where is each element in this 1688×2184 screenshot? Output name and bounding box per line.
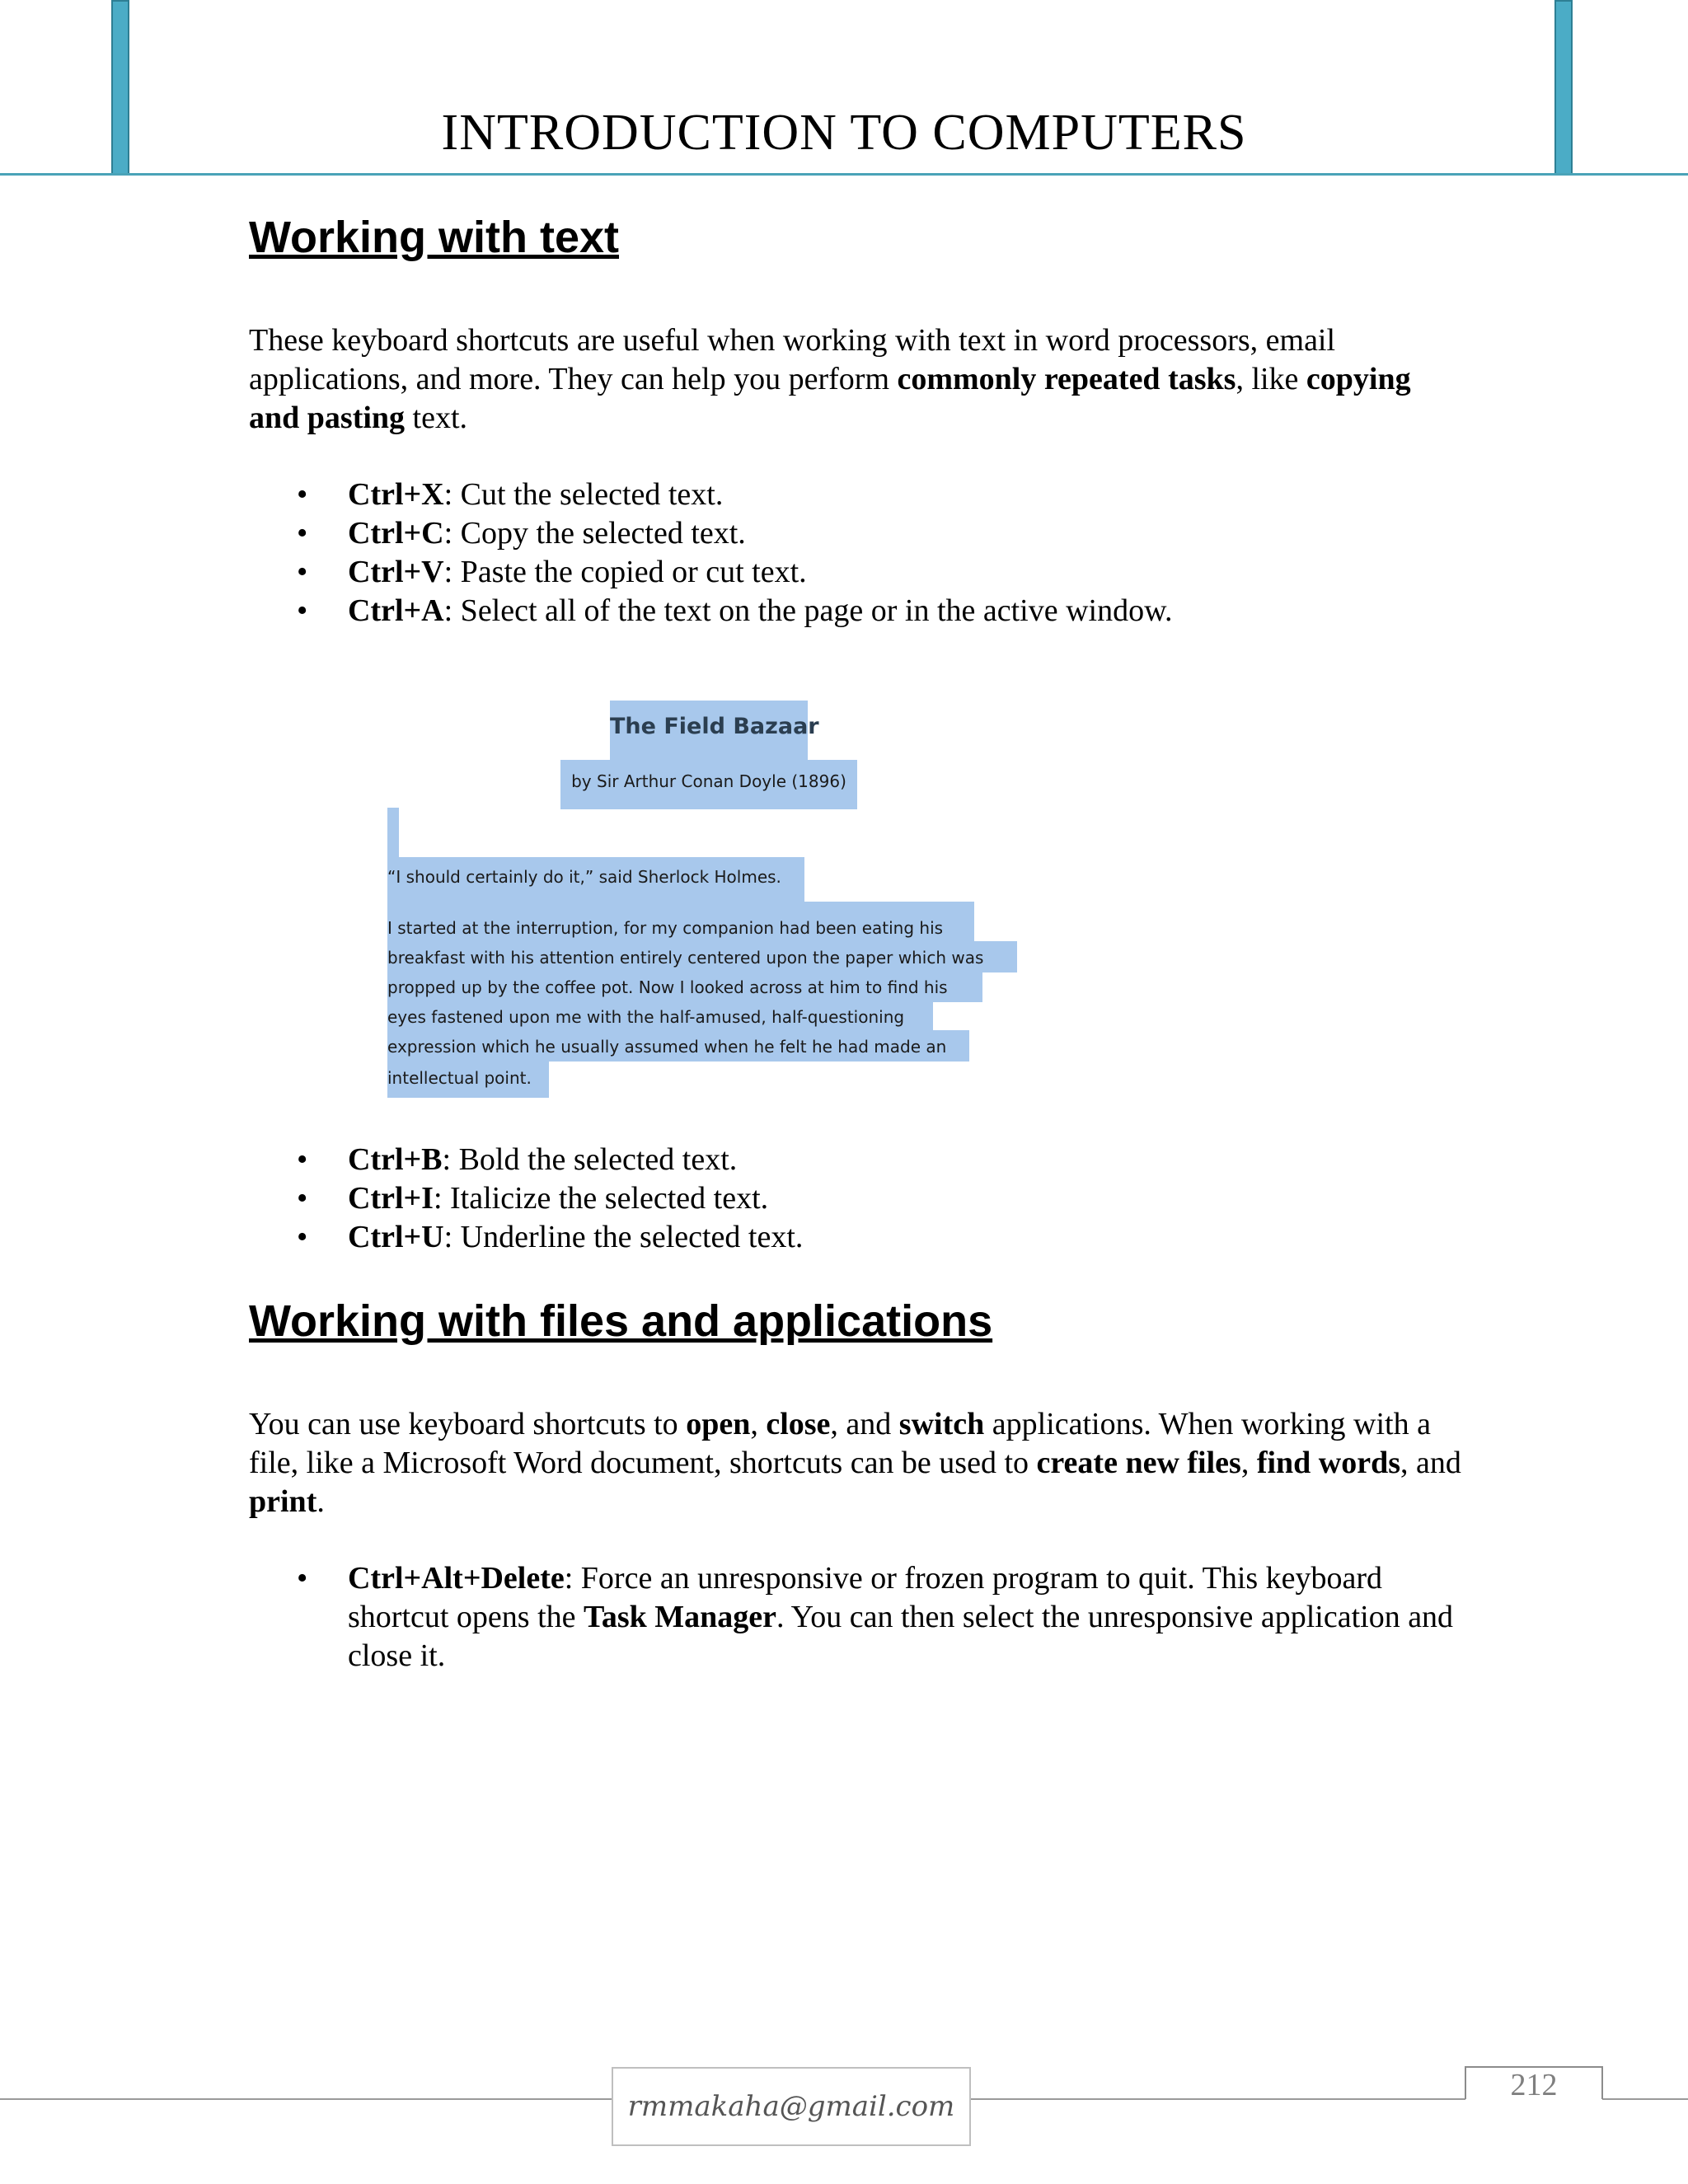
header-divider [0,173,1688,176]
section-heading-working-with-text: Working with text [249,213,620,262]
shortcut-key: Ctrl+V [348,555,444,589]
shortcut-description: : Select all of the text on the page or in the active window. [443,593,1173,628]
page-content [249,204,1469,1675]
bullet-icon: • [297,1142,308,1177]
shortcut-list-text-a [249,476,1469,630]
shortcut-item [249,1141,1469,1179]
selected-text-screenshot [387,701,1047,1113]
figure-line: intellectual point. [387,1068,532,1088]
shortcut-description: : Italicize the selected text. [433,1181,769,1216]
bullet-icon: • [297,1561,308,1596]
bold-term: copying and pasting [249,362,1411,435]
shortcut-item [249,592,1469,630]
footer-divider-left [0,2098,613,2100]
shortcut-item [249,553,1469,592]
bullet-icon: • [297,593,308,628]
shortcut-description: : Bold the selected text. [442,1142,738,1177]
figure-line: expression which he usually assumed when he felt he had made an [387,1037,947,1057]
shortcut-list-files [249,1559,1469,1675]
shortcut-key: Ctrl+A [348,593,444,628]
shortcut-description: : Paste the copied or cut text. [443,555,807,589]
bold-term: switch [898,1407,985,1441]
selection-highlight [387,902,974,912]
figure-line: eyes fastened upon me with the half-amused, half-questioning [387,1007,905,1027]
bullet-icon: • [297,1181,308,1216]
figure-line: breakfast with his attention entirely centered upon the paper which was [387,948,984,968]
footer-email: rmmakaha@gmail.com [612,2067,971,2146]
bold-term: create new files [1036,1446,1241,1480]
selection-highlight [387,808,399,859]
figure-byline: by Sir Arthur Conan Doyle (1896) [571,771,846,791]
shortcut-key: Ctrl+X [348,477,444,512]
section-heading-files-and-applications: Working with files and applications [249,1296,993,1346]
shortcut-item [249,1179,1469,1218]
page-number: 212 [1510,2068,1558,2102]
page-header-title: INTRODUCTION TO COMPUTERS [441,105,1247,161]
figure-line: I started at the interruption, for my companion had been eating his [387,918,944,938]
section2-intro: You can use keyboard shortcuts to open, close, and switch applications. When working with a file, like a Microsoft Word document, shortcuts can be used to create new files, find words, and print. [249,1407,1461,1519]
bullet-icon: • [297,1220,308,1254]
shortcut-item [249,514,1469,553]
bullet-icon: • [297,477,308,512]
footer-divider-right [1602,2098,1688,2100]
bold-term: open [686,1407,751,1441]
shortcut-item: • Ctrl+Alt+Delete: Force an unresponsive or frozen program to quit. This keyboard shortcut opens the Task Manager. You can then select the unresponsive application and close it. [297,1561,1454,1673]
shortcut-item [249,476,1469,514]
shortcut-key: Ctrl+I [348,1181,434,1216]
shortcut-list-text-b [249,1141,1469,1257]
footer-divider-middle [971,2098,1465,2100]
bold-term: close [766,1407,831,1441]
bold-term: commonly repeated tasks [897,362,1236,396]
shortcut-key: Ctrl+C [348,516,444,551]
shortcut-key: Ctrl+B [348,1142,443,1177]
bullet-icon: • [297,516,308,551]
bold-term: Task Manager [584,1600,777,1634]
bold-term: find words [1256,1446,1401,1480]
shortcut-key: Ctrl+Alt+Delete [348,1561,565,1596]
shortcut-description: : Copy the selected text. [443,516,746,551]
shortcut-description: : Cut the selected text. [443,477,724,512]
section1-intro: These keyboard shortcuts are useful when working with text in word processors, email applications, and more. They can help you perform commonly repeated tasks, like copying and pasting text. [249,323,1411,435]
figure-quote: “I should certainly do it,” said Sherlock Holmes. [387,867,781,887]
bold-term: print [249,1484,317,1519]
shortcut-item [249,1218,1469,1257]
shortcut-description: : Underline the selected text. [443,1220,804,1254]
figure-title: The Field Bazaar [610,714,819,739]
figure-line: propped up by the coffee pot. Now I looked across at him to find his [387,977,948,997]
bullet-icon: • [297,555,308,589]
shortcut-key: Ctrl+U [348,1220,444,1254]
